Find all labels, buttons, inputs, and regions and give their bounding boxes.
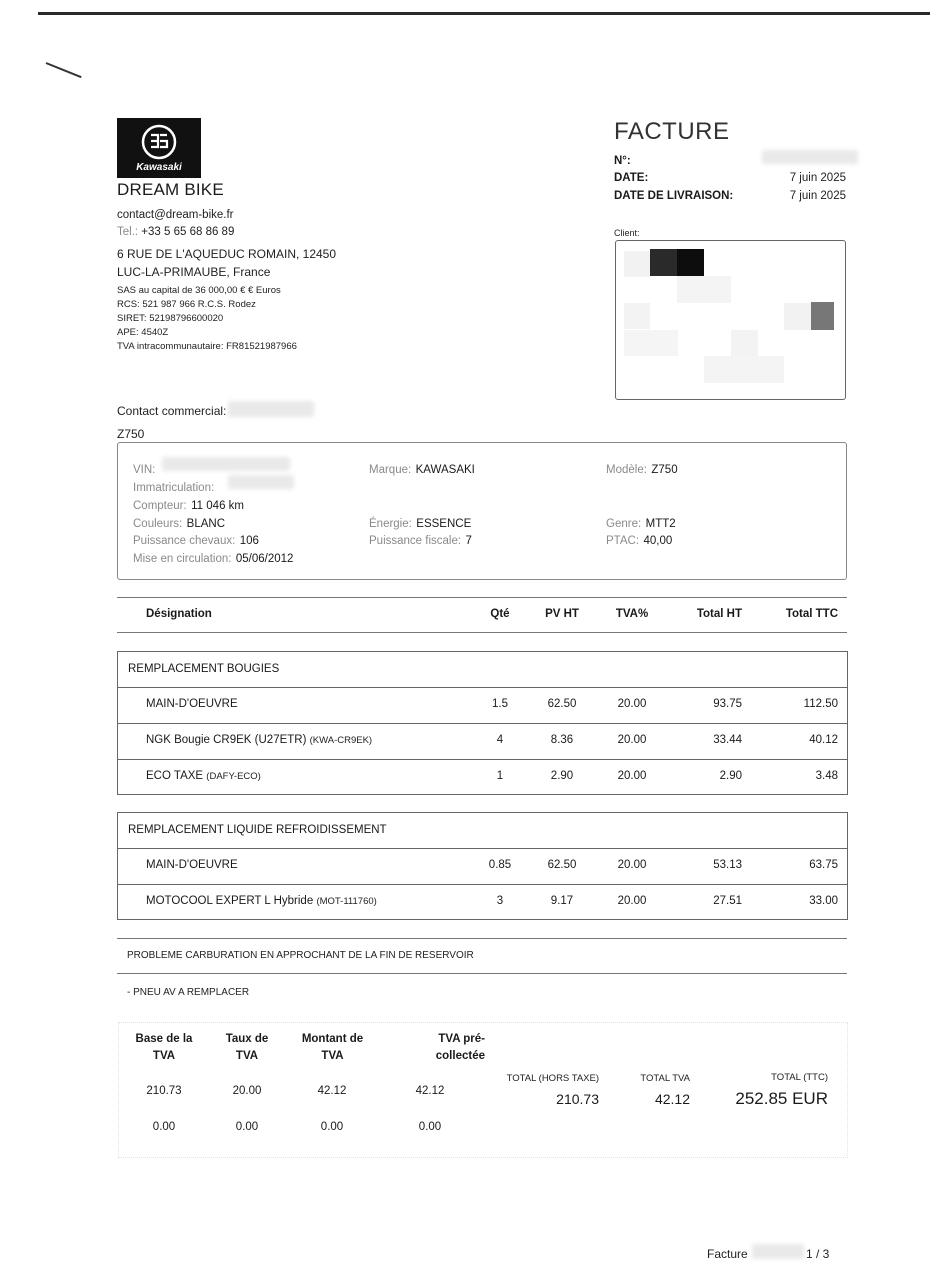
phone-label: Tel.: — [117, 226, 139, 238]
immat-label: Immatriculation: — [133, 482, 215, 494]
couleurs-label: Couleurs: — [133, 518, 183, 530]
company-siret: SIRET: 52198796600020 — [117, 313, 224, 324]
tva-header-montant-line2: TVA — [321, 1050, 344, 1062]
item-total-ttc: 3.48 — [815, 770, 838, 782]
table-header-top-rule — [117, 597, 847, 598]
client-label: Client: — [614, 228, 640, 238]
table-row — [117, 687, 847, 723]
header-qte: Qté — [490, 608, 510, 620]
invoice-number-label: N°: — [614, 155, 631, 167]
total-ttc-value: 252.85 EUR — [735, 1089, 828, 1108]
item-name: MOTOCOOL EXPERT L Hybride — [146, 895, 314, 907]
tva-row2-base: 0.00 — [152, 1121, 176, 1133]
item-total-ht: 53.13 — [713, 859, 742, 871]
invoice-title: FACTURE — [614, 118, 730, 145]
immat-redacted — [228, 475, 294, 489]
contact-commercial-label: Contact commercial: — [117, 404, 227, 418]
company-address-line2: LUC-LA-PRIMAUBE, France — [117, 265, 271, 279]
invoice-date-label: DATE: — [614, 172, 649, 184]
tva-row1-base: 210.73 — [146, 1085, 182, 1097]
delivery-date: 7 juin 2025 — [789, 190, 846, 202]
tva-header-precollectee-line1: TVA pré- — [438, 1033, 485, 1045]
item-total-ht: 27.51 — [713, 895, 742, 907]
item-designation — [146, 734, 372, 746]
mise-circulation-label: Mise en circulation: — [133, 553, 232, 565]
phone-value: +33 5 65 68 86 89 — [141, 226, 235, 238]
tva-header-precollectee — [405, 1031, 485, 1065]
puissance-fiscale-label: Puissance fiscale: — [369, 535, 462, 547]
tva-header-base-line1: Base de la — [135, 1033, 193, 1045]
item-total-ht: 33.44 — [713, 734, 742, 746]
item-pv-ht: 9.17 — [550, 895, 574, 907]
company-capital: SAS au capital de 36 000,00 € € Euros — [117, 285, 281, 296]
item-name: MAIN-D'OEUVRE — [146, 859, 238, 871]
item-tva: 20.00 — [617, 698, 647, 710]
marque-value: KAWASAKI — [415, 464, 475, 476]
item-name: MAIN-D'OEUVRE — [146, 698, 238, 710]
tva-header-base — [124, 1031, 204, 1065]
item-qty: 4 — [496, 734, 504, 746]
vin-label: VIN: — [133, 464, 156, 476]
compteur-row — [133, 496, 244, 514]
item-total-ttc: 40.12 — [809, 734, 838, 746]
tva-row2-taux: 0.00 — [235, 1121, 259, 1133]
footer-label: Facture — [707, 1247, 748, 1261]
item-designation — [146, 859, 238, 871]
ptac-value: 40,00 — [643, 535, 673, 547]
header-total-ht: Total HT — [696, 608, 742, 620]
tva-row2-montant: 0.00 — [320, 1121, 344, 1133]
delivery-date-label: DATE DE LIVRAISON: — [614, 190, 734, 202]
puissance-fiscale-value: 7 — [465, 535, 472, 547]
energie-row — [369, 514, 471, 532]
kawasaki-river-mark-icon — [141, 124, 177, 160]
company-email: contact@dream-bike.fr — [117, 209, 234, 221]
immat-row — [133, 478, 214, 496]
notes-bottom-rule — [117, 973, 847, 974]
note-line-2: - PNEU AV A REMPLACER — [127, 987, 250, 998]
tva-header-taux-line2: TVA — [235, 1050, 259, 1062]
page-number: 1 / 3 — [806, 1247, 830, 1261]
item-ref: (KWA-CR9EK) — [309, 735, 373, 746]
vehicle-model-heading: Z750 — [117, 427, 145, 441]
item-name: ECO TAXE — [146, 770, 204, 782]
item-pv-ht: 62.50 — [547, 859, 577, 871]
table-row — [117, 884, 847, 920]
total-ht-value: 210.73 — [556, 1091, 599, 1107]
energie-value: ESSENCE — [416, 518, 472, 530]
item-ref: (DAFY-ECO) — [206, 771, 261, 782]
tva-header-precollectee-line2: collectée — [435, 1050, 485, 1062]
client-box-redacted — [615, 240, 846, 400]
mise-circulation-row — [133, 549, 293, 567]
company-name: DREAM BIKE — [117, 180, 224, 199]
item-ref: (MOT-111760) — [316, 896, 377, 907]
total-tva-value: 42.12 — [654, 1091, 690, 1107]
item-total-ttc: 63.75 — [809, 859, 838, 871]
header-total-ttc: Total TTC — [785, 608, 838, 620]
note-line-1: PROBLEME CARBURATION EN APPROCHANT DE LA FIN DE RESERVOIR — [127, 950, 474, 961]
tva-row1-precollectee: 42.12 — [415, 1085, 445, 1097]
tva-header-montant-line1: Montant de — [301, 1033, 364, 1045]
table-header-bottom-rule — [117, 632, 847, 633]
genre-label: Genre: — [606, 518, 642, 530]
item-qty: 1 — [496, 770, 504, 782]
notes-top-rule — [117, 938, 847, 939]
item-qty: 1.5 — [492, 698, 508, 710]
item-total-ttc: 112.50 — [803, 698, 838, 710]
item-tva: 20.00 — [617, 770, 647, 782]
genre-value: MTT2 — [645, 518, 676, 530]
item-total-ttc: 33.00 — [809, 895, 838, 907]
item-qty: 3 — [496, 895, 504, 907]
modele-value: Z750 — [651, 464, 678, 476]
company-ape: APE: 4540Z — [117, 327, 169, 338]
ptac-label: PTAC: — [606, 535, 640, 547]
item-pv-ht: 2.90 — [550, 770, 574, 782]
tva-row1-montant: 42.12 — [317, 1085, 347, 1097]
section-title: REMPLACEMENT BOUGIES — [128, 663, 280, 675]
contact-commercial-redacted — [228, 401, 314, 417]
header-designation: Désignation — [146, 608, 212, 620]
item-name: NGK Bougie CR9EK (U27ETR) — [146, 734, 307, 746]
item-pv-ht: 8.36 — [550, 734, 574, 746]
modele-row — [606, 460, 678, 478]
genre-row — [606, 514, 676, 532]
vin-redacted — [162, 457, 290, 471]
item-pv-ht: 62.50 — [547, 698, 577, 710]
company-tva-intra: TVA intracommunautaire: FR81521987966 — [117, 341, 297, 352]
item-designation — [146, 895, 377, 907]
couleurs-value: BLANC — [186, 518, 226, 530]
logo-wordmark: Kawasaki — [136, 162, 182, 173]
couleurs-row — [133, 514, 225, 532]
puissance-chevaux-value: 106 — [239, 535, 259, 547]
invoice-number-redacted — [762, 150, 858, 164]
ptac-row — [606, 531, 672, 549]
footer-number-redacted — [752, 1244, 804, 1259]
company-rcs: RCS: 521 987 966 R.C.S. Rodez — [117, 299, 256, 310]
item-tva: 20.00 — [617, 859, 647, 871]
kawasaki-logo — [117, 118, 201, 178]
item-total-ht: 2.90 — [719, 770, 742, 782]
mise-circulation-value: 05/06/2012 — [235, 553, 294, 565]
modele-label: Modèle: — [606, 464, 647, 476]
item-qty: 0.85 — [488, 859, 512, 871]
item-designation — [146, 770, 261, 782]
company-phone — [117, 226, 234, 238]
puissance-chevaux-label: Puissance chevaux: — [133, 535, 236, 547]
vin-row — [133, 460, 155, 478]
tva-header-base-line2: TVA — [152, 1050, 176, 1062]
tva-row1-taux: 20.00 — [232, 1085, 262, 1097]
header-pv-ht: PV HT — [545, 608, 579, 620]
section-title: REMPLACEMENT LIQUIDE REFROIDISSEMENT — [128, 824, 387, 836]
compteur-value: 11 046 km — [191, 500, 244, 512]
company-address-line1: 6 RUE DE L'AQUEDUC ROMAIN, 12450 — [117, 247, 337, 261]
table-row — [117, 848, 847, 884]
tva-header-taux — [207, 1031, 287, 1065]
vehicle-info-box — [117, 442, 847, 580]
total-ht-label: TOTAL (HORS TAXE) — [506, 1073, 599, 1084]
puissance-chevaux-row — [133, 531, 259, 549]
header-tva: TVA% — [615, 608, 649, 620]
total-ttc-label: TOTAL (TTC) — [771, 1072, 828, 1083]
scan-mark — [46, 62, 82, 78]
invoice-date: 7 juin 2025 — [789, 172, 846, 184]
tva-row2-precollectee: 0.00 — [418, 1121, 442, 1133]
marque-row — [369, 460, 475, 478]
tva-header-montant — [290, 1031, 375, 1065]
item-designation — [146, 698, 238, 710]
energie-label: Énergie: — [369, 518, 412, 530]
item-tva: 20.00 — [617, 734, 647, 746]
item-tva: 20.00 — [617, 895, 647, 907]
table-row — [117, 759, 847, 795]
compteur-label: Compteur: — [133, 500, 187, 512]
tva-header-taux-line1: Taux de — [225, 1033, 269, 1045]
scan-top-edge — [38, 12, 930, 15]
puissance-fiscale-row — [369, 531, 472, 549]
table-row — [117, 723, 847, 759]
marque-label: Marque: — [369, 464, 412, 476]
total-tva-label: TOTAL TVA — [640, 1073, 690, 1084]
item-total-ht: 93.75 — [713, 698, 742, 710]
